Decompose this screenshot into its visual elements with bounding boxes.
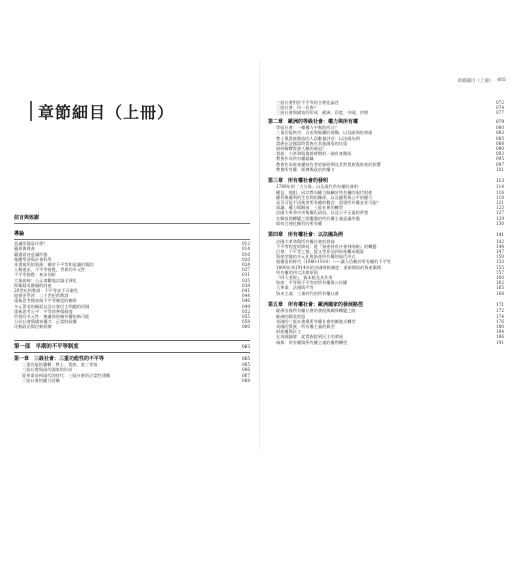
toc-entry-page: 162 [496,280,504,286]
toc-entry-page: 014 [242,246,250,252]
divider [14,239,250,240]
toc-entry-page: 184 [496,329,504,335]
toc-entry-title: 大革命、法國與平等 [276,285,314,291]
toc-entry-page: 155 [496,264,504,270]
toc-entry-title: 人類進步、不平等復甦，世界的多元性 [14,267,86,273]
toc-entry-title: 三重功能秩序，自由與集權的建構，以及歐洲的命運 [276,130,373,136]
ch5-page: 171 [496,301,504,307]
ch5-list [268,308,504,344]
ch4-page: 141 [496,232,504,238]
toc-entry-page: 142 [496,238,504,244]
ch5-label: 第五章 所有權社會：歐洲國家的發展路徑 [268,301,364,308]
toc-entry-title: 等級社會：一種權力平衡的形式？ [276,125,339,131]
toc-entry-title: 貴族：大革命與復辟時期的一個有產階級 [276,151,352,157]
toc-entry-page: 147 [496,248,504,254]
toc-entry-title: 三重功能的邏輯：教士、貴族、第三等級 [22,362,98,368]
toc-entry-page: 041 [242,288,250,294]
toc-entry-page: 088 [496,140,504,146]
toc-entry-page: 129 [496,215,504,221]
toc-entry-title: 1800年到1914年的法國財稅制度：重新開始的資產累積 [276,264,382,270]
toc-entry-page: 065 [242,362,250,368]
toc-entry-title: 世界的多元性：無邊界的擁有權的新可能 [14,314,90,320]
toc-entry-title: 巴黎：不平等之都，從文學作品到財產繼承檔案 [276,248,364,254]
toc-entry-page: 080 [496,125,504,131]
toc-entry-title: 知識、權力與解放：三級社會的轉型 [276,205,344,211]
toc-entry-page: 118 [496,194,504,200]
part1-heading[interactable] [14,340,250,353]
toc-entry-page: 085 [496,135,504,141]
toc-entry[interactable] [14,378,250,383]
toc-entry-title: 如何合理化擁有的所有權 [276,220,323,226]
toc-entry-page: 068 [242,377,250,383]
toc-entry-title: 捍衛精英階層的財產 [14,282,52,288]
toc-entry-title: 英國的貴族：所有權主義的典型 [276,323,335,329]
intro-heading[interactable] [14,231,250,238]
toc-entry-page: 168 [496,290,504,296]
toc-entry-page: 074 [496,105,504,111]
toc-entry-title: 『四大老稅』，資本稅及其作用 [276,274,333,280]
toc-entry-title: 三級社會：均一民族？ [276,105,318,111]
toc-entry-title: 集體學習與社會科學 [14,256,52,262]
toc-entry-page: 072 [496,100,504,105]
toc-entry-page: 093 [496,151,504,157]
toc-entry-title: 如何解釋貴族人數的衰退？ [276,145,327,151]
toc-entry-title: 公民社會與國家權力：正當的政權 [14,319,77,325]
toc-entry-title: 歐洲各國所有權社會的發展與關係轉變之路 [276,308,356,314]
toc-entry-title: 重新思考公平：平等的參與制度 [14,308,73,314]
toc-entry-title: 教士與貴族階級的人員數量評估：以法國為例 [276,135,360,141]
toc-entry-title: 英國的三級社會與所有權社會的漸進式轉型 [276,318,356,324]
toc-entry-title: 嚴肅看待意識形態 [14,251,48,257]
toc-entry-title: 不平等程度的降低：從『資產持有社會到兩極』的轉變 [276,243,377,249]
ch3-label: 第三章 所有權社會的發明 [268,177,329,184]
toc-entry-title: 邊界與財產 [14,246,35,252]
toc-entry-title: 法國大革命中央集權化政府，以及公平正義的夢想 [276,210,369,216]
toc-entry-page: 165 [496,285,504,291]
ch1-list [14,362,250,383]
toc-entry-title: 是否可能不再使用所有權的概念：重建所有權並非可能？ [276,200,381,206]
toc-entry-page: 016 [242,251,250,257]
toc-entry-page: 083 [496,130,504,136]
toc-entry-title: 瑞典：所有權與所有權主義的權利轉型 [276,339,348,345]
ch3-list [268,184,504,226]
toc-entry-page: 121 [496,200,504,206]
toc-entry-title: 意識形態是什麼？ [14,241,48,247]
toc-entry-page: 077 [496,110,504,116]
toc-entry-title: 所有權的四大法律原則 [276,269,318,275]
toc-entry-page: 027 [242,267,250,273]
toc-entry-title: 三級社會與現代國家的形成 [22,367,73,373]
toc-entry-page: 176 [496,318,504,324]
toc-entry-title: 資本主義：工業時代的所有權社會 [276,290,339,296]
toc-entry-page: 052 [242,308,250,314]
toc-entry-title: 權益、地租、因宗教而權力歸屬於所有權的現代財產 [276,189,373,195]
top-list [268,100,504,116]
toc-entry-title: 本書使用的資源：關於不平等和意識形態的 [14,262,94,267]
toc-entry-title: 資產：平等與不平等的所有權與公民權 [276,280,348,286]
toc-entry-title: 重新思考國家與不平等制度的關係 [14,298,77,304]
toc-entry-title: 從歷史學習：二十世紀的教訓 [14,293,69,299]
toc-entry-page: 095 [496,156,504,162]
toc-entry-title: 多元菁英的崛起以及社會民主問題的回歸 [14,303,90,309]
running-head-label: 章節細目（上冊） [457,79,494,84]
toc-entry-page: 191 [496,339,504,345]
part1-label: 第一部 早期的不平等制度 [14,344,79,351]
toc-entry-page: 157 [496,269,504,275]
toc-entry-page: 020 [242,256,250,262]
toc-entry-page: 160 [496,274,504,280]
toc-entry-title: 三級社會對於不平等的合理化論述 [276,100,339,105]
ch2-label: 第二章 歐洲的等級社會：權力與所有權 [268,118,359,125]
toc-entry-title: 教會作為所有權組織 [276,156,314,162]
toc-entry-title: 不平等復甦：初步剖析 [14,272,56,278]
toc-entry-page: 097 [496,161,504,167]
ch1-page: 065 [242,355,250,361]
intro-label: 導論 [14,231,25,238]
ch4-label: 第四章 所有權社會：以法國為例 [268,232,344,239]
toc-entry-page: 066 [242,367,250,373]
toc-entry-title: 比較政治與比較經濟 [14,324,52,330]
page-title: 章節細目（上冊） [38,102,175,122]
toc-entry-title: 教會所有權：經濟與政治的權力 [276,166,335,172]
toc-entry-page: 031 [242,272,250,278]
toc-entry-title: 法國大革命與所有權社會的發展 [276,238,335,244]
intro-list [14,241,250,329]
toc-entry-page: 144 [496,243,504,249]
running-head-page: 605 [497,78,506,83]
toc-entry-title: 奧賽洛的時代（1880-1914）——讓人信賴於所有權的不平等 [276,259,391,265]
toc-entry-page: 186 [496,334,504,340]
toc-entry[interactable] [268,340,504,345]
toc-entry-title: 1789年的「大分界」以及現代所有權的發明 [276,184,358,190]
ch3-page: 113 [496,177,504,183]
toc-entry-title: 財產權與民主 [276,329,302,335]
part1-page: 063 [242,344,250,350]
toc-entry-title: 20世紀的教訓：不平等並不可避免 [14,288,78,294]
toc-entry-page: 012 [242,241,250,247]
toc-entry-title: 資產型態的多元化與資產所有權的現代形式 [276,254,356,260]
divider [14,223,250,224]
toc-entry-page: 060 [242,324,250,330]
toc-entry-page: 172 [496,308,504,314]
toc-entry-page: 150 [496,254,504,260]
gutter [259,60,260,450]
toc-entry-title: 大象曲線：公正客觀地討論全球化 [14,277,77,283]
toc-entry-title: 三級社會的權力結構 [22,377,60,383]
toc-entry-page: 116 [496,189,504,195]
ch4-list [268,239,504,296]
toc-entry-page: 049 [242,303,250,309]
toc-entry-page: 024 [242,262,250,267]
left-page [14,215,250,585]
toc-entry-title: 歐洲的精英財富 [276,313,306,319]
toc-entry-page: 180 [496,323,504,329]
running-head [457,78,506,84]
foreword-heading[interactable] [14,215,250,222]
foreword-label: 前言與致謝 [14,215,40,221]
toc-entry-page: 038 [242,282,250,288]
toc-entry-title: 從革命前到現代的時代：三級社會的正當性建構 [22,372,110,378]
toc-entry-page: 046 [242,298,250,304]
toc-entry-title: 在解放與轉變之間擺盪的所有權主義意識形態 [276,215,360,221]
toc-entry-page: 067 [242,372,250,378]
toc-entry-page: 055 [242,314,250,320]
ch2-list [268,125,504,172]
toc-entry-page: 058 [242,319,250,325]
title-bar [30,101,32,121]
right-page [268,100,504,470]
toc-entry-title: 在英國議會：從貴族院到民主的發展 [276,334,344,340]
ch2-page: 079 [496,118,504,124]
toc-entry-page: 101 [496,166,504,172]
toc-entry-page: 125 [496,205,504,211]
toc-entry-page: 035 [242,277,250,283]
toc-entry-page: 174 [496,313,504,319]
toc-entry-title: 三級社會與國家的形成：歐洲、印度、中國、伊朗 [276,110,369,116]
toc-entry-title: 貴族在法國當時貴族在其他國家的比重 [276,140,348,146]
ch1-label: 第一章 三級社會：三重功能性的不平等 [14,355,105,362]
toc-entry-page: 130 [496,220,504,226]
toc-entry-page: 127 [496,210,504,216]
toc-entry-title: 教會作為財產權持有者的新時期及其對貴族與財產的影響 [276,161,381,167]
toc-entry-page: 090 [496,145,504,151]
toc-entry-title: 權利與權利的生存間的關係，以及權利與公平的權力 [276,194,373,200]
title-block [30,100,174,122]
toc-entry-page: 114 [496,184,504,190]
toc-entry-page: 044 [242,293,250,299]
toc-entry-page: 153 [496,259,504,265]
